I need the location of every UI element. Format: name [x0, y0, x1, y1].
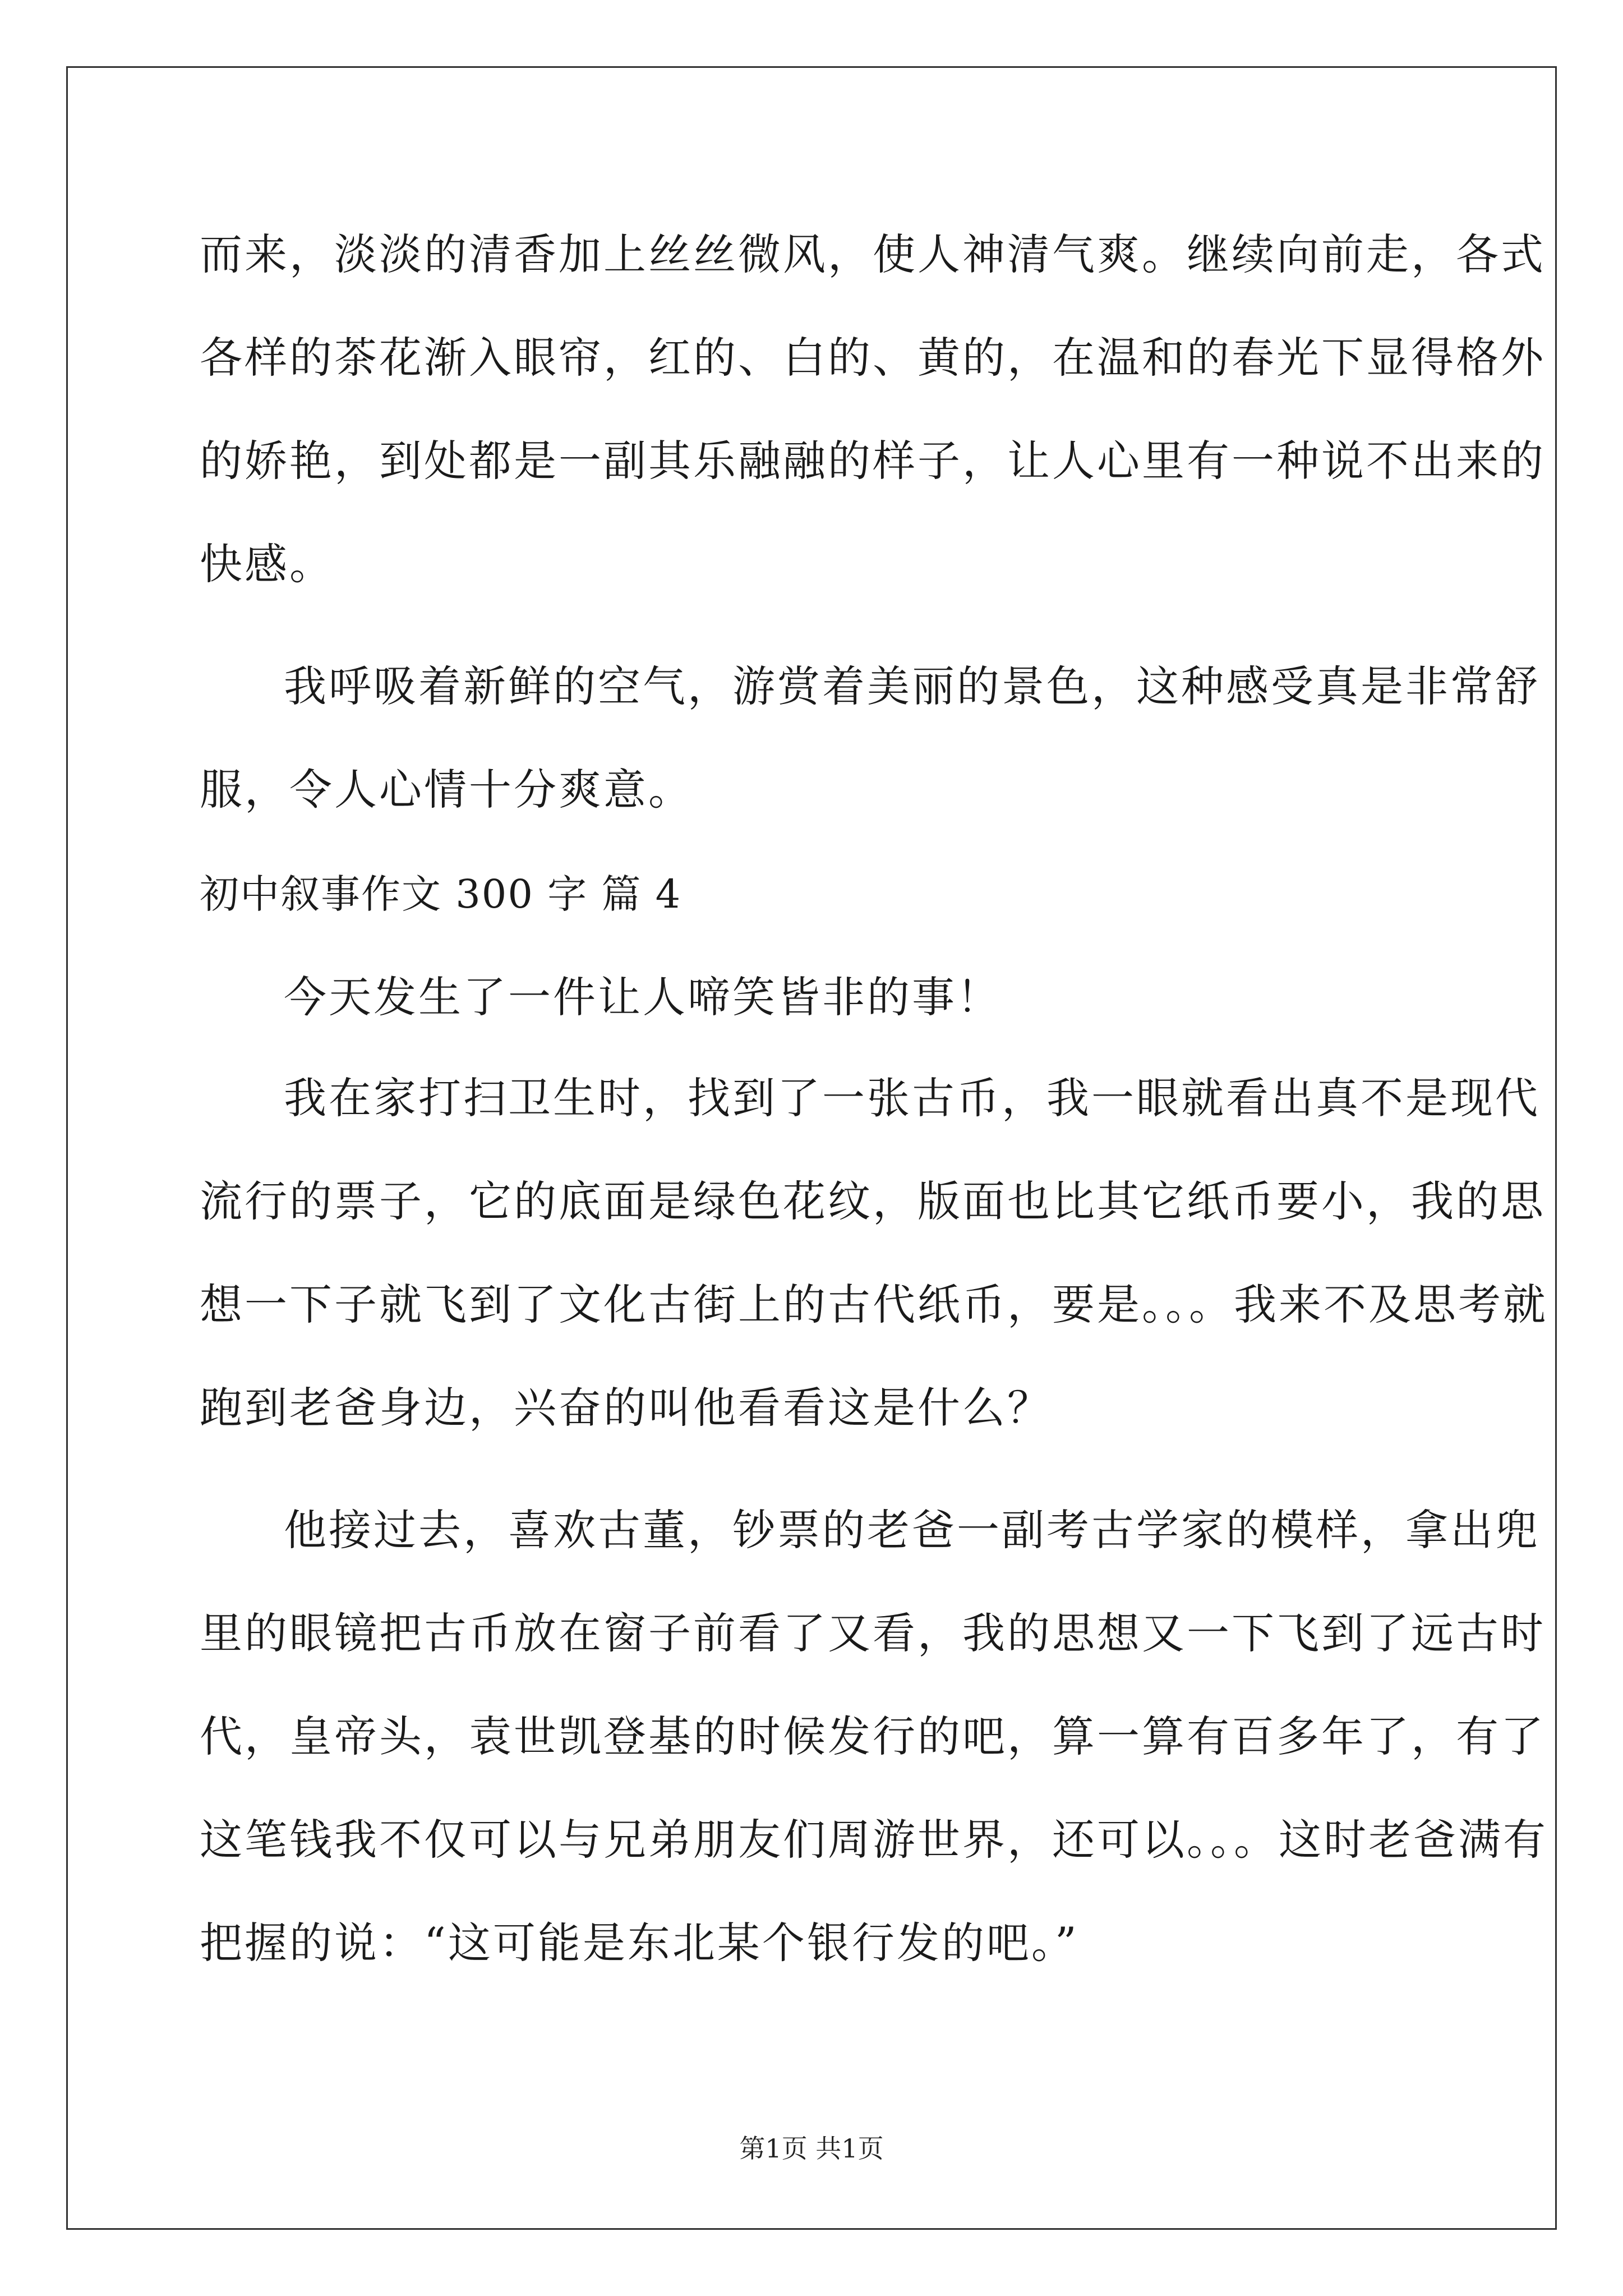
paragraph-line: 各样的茶花渐入眼帘，红的、白的、黄的，在温和的春光下显得格外 — [200, 333, 1546, 383]
paragraph-line: 我在家打扫卫生时，找到了一张古币，我一眼就看出真不是现代 — [284, 1073, 1540, 1123]
paragraph-line: 快感。 — [200, 539, 334, 589]
paragraph-line: 把握的说：“这可能是东北某个银行发的吧。” — [200, 1918, 1079, 1968]
paragraph-line: 他接过去，喜欢古董，钞票的老爸一副考古学家的模样，拿出兜 — [284, 1505, 1540, 1555]
paragraph-line: 今天发生了一件让人啼笑皆非的事！ — [284, 972, 1002, 1022]
paragraph-line: 里的眼镜把古币放在窗子前看了又看，我的思想又一下飞到了远古时 — [200, 1608, 1546, 1658]
paragraph-line: 的娇艳，到处都是一副其乐融融的样子，让人心里有一种说不出来的 — [200, 436, 1546, 486]
section-heading: 初中叙事作文 300 字 篇 4 — [200, 871, 682, 917]
paragraph-line: 我呼吸着新鲜的空气，游赏着美丽的景色，这种感受真是非常舒 — [284, 661, 1540, 711]
paragraph-line: 而来，淡淡的清香加上丝丝微风，使人神清气爽。继续向前走，各式 — [200, 229, 1546, 279]
paragraph-line: 想一下子就飞到了文化古街上的古代纸币，要是。。。我来不及思考就 — [200, 1280, 1548, 1329]
paragraph-line: 跑到老爸身边，兴奋的叫他看看这是什么？ — [200, 1383, 1052, 1433]
paragraph-line: 流行的票子，它的底面是绿色花纹，版面也比其它纸币要小，我的思 — [200, 1176, 1546, 1226]
page-footer: 第1页 共1页 — [739, 2133, 884, 2164]
page-border — [66, 66, 1557, 2230]
paragraph-line: 服，令人心情十分爽意。 — [200, 765, 693, 815]
paragraph-line: 代，皇帝头，袁世凯登基的时候发行的吧，算一算有百多年了，有了 — [200, 1711, 1546, 1761]
paragraph-line: 这笔钱我不仅可以与兄弟朋友们周游世界，还可以。。。这时老爸满有 — [200, 1815, 1548, 1865]
